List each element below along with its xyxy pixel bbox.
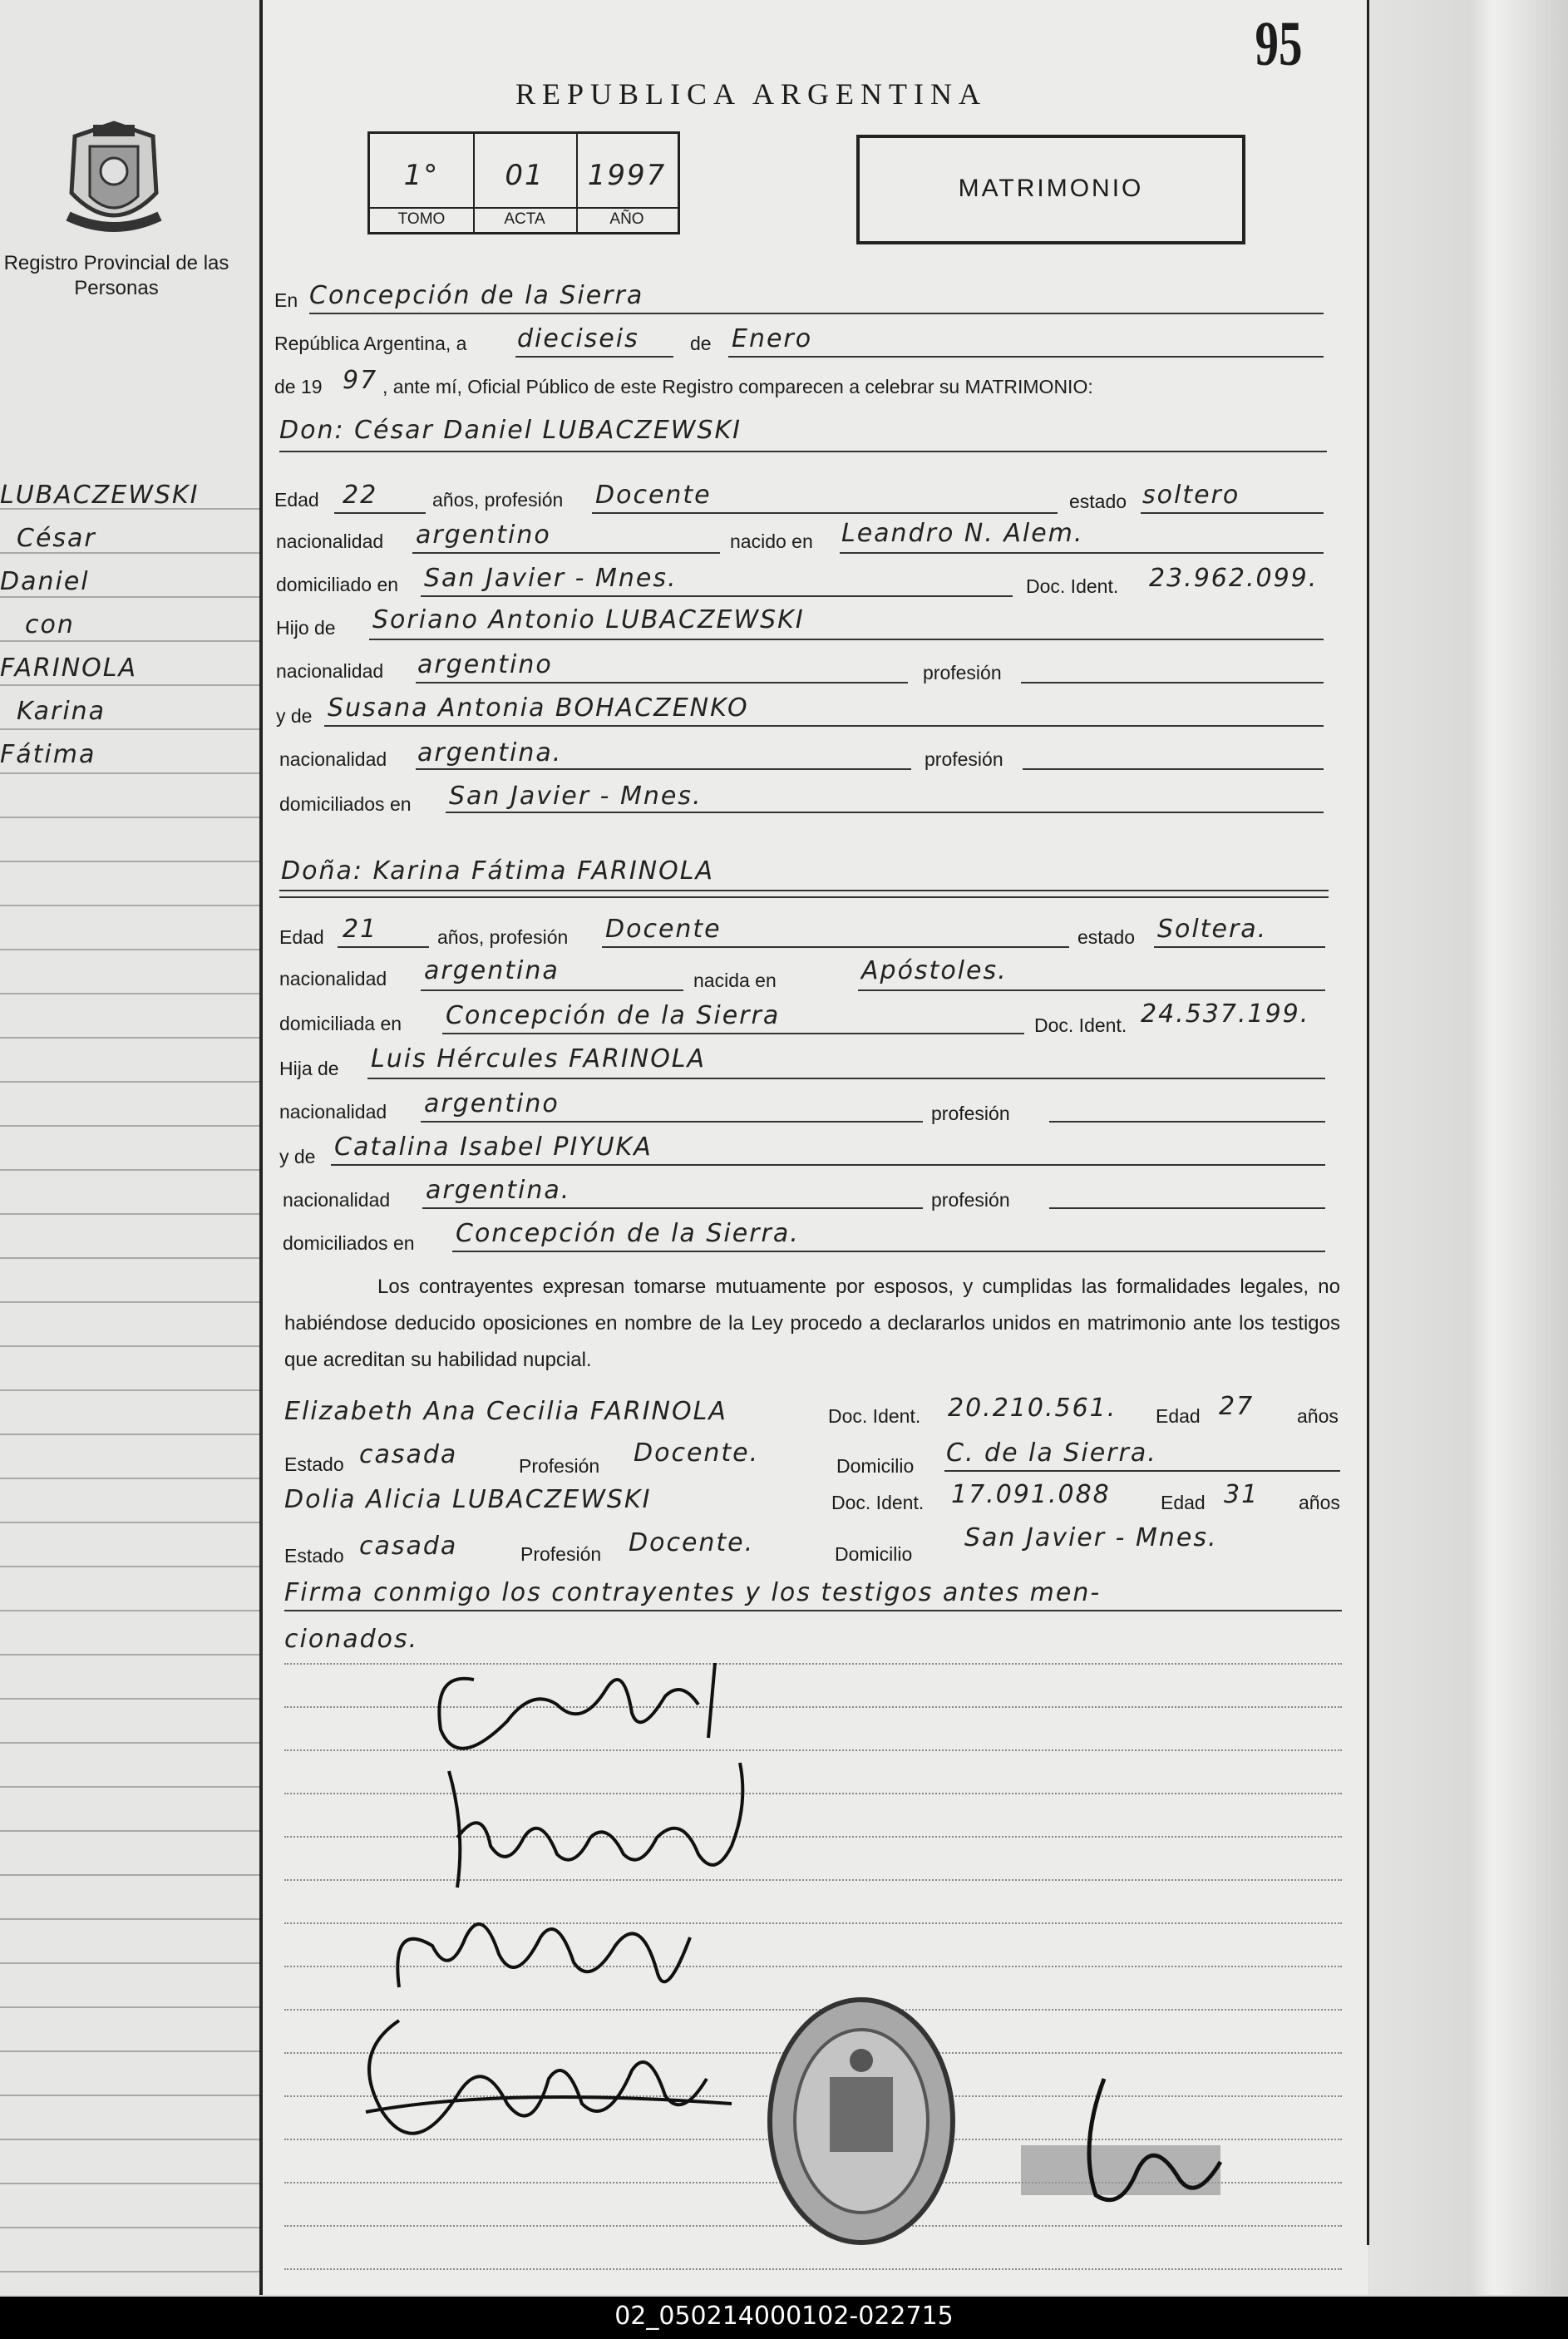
official-seal-stamp-icon: [763, 1994, 959, 2248]
field-line: [367, 1078, 1325, 1079]
witness-1-profession: Docente.: [634, 1438, 760, 1468]
field-line: [1021, 682, 1324, 683]
groom-address: San Javier - Mnes.: [424, 564, 678, 593]
declaration-text: Los contrayentes expresan tomarse mutuamente por esposos, y cumplidas las formalidades legales, no habiéndose deducido oposiciones en nombre de la Ley procedo a declararlos unidos en matrimonio ante los testigos que acreditan su habilidad nupcial.: [284, 1276, 1340, 1371]
bride-address: Concepción de la Sierra: [446, 1001, 781, 1030]
margin-note-line: Fátima: [0, 740, 96, 769]
ano-cell: [576, 134, 678, 232]
label-doc-ident: Doc. Ident.: [1034, 1014, 1127, 1036]
label-hija-de: Hija de: [279, 1058, 339, 1079]
label-profesion: profesión: [923, 662, 1002, 683]
groom-parents-address: San Javier - Mnes.: [449, 782, 703, 811]
label-anos-prof: años, profesión: [432, 489, 564, 511]
field-line: [324, 725, 1324, 727]
signature-bride: [432, 1754, 765, 1896]
margin-note-line: Karina: [17, 697, 106, 726]
label-edad: Edad: [274, 489, 319, 511]
tomo-value: 1°: [403, 159, 440, 192]
page-edge: [1369, 0, 1568, 2295]
groom-mother: Susana Antonia BOHACZENKO: [328, 693, 749, 723]
label-anos: años: [1299, 1492, 1340, 1513]
groom-doc: 23.962.099.: [1149, 564, 1319, 593]
label-y-de: y de: [279, 1146, 316, 1167]
groom-birthplace: Leandro N. Alem.: [841, 519, 1084, 548]
label-estado: Estado: [284, 1545, 344, 1567]
record-type-box: [856, 135, 1245, 244]
bride-age: 21: [343, 915, 378, 944]
label-anos: años: [1297, 1405, 1339, 1427]
witness-2-doc: 17.091.088: [951, 1480, 1111, 1509]
signature-witness-1: [382, 1887, 715, 2012]
field-line: [446, 812, 1324, 813]
bride-status: Soltera.: [1157, 915, 1268, 944]
label-domiciliado-en: domiciliado en: [276, 574, 399, 595]
field-line: [602, 946, 1069, 948]
field-line: [421, 595, 1013, 597]
label-estado: estado: [1069, 491, 1127, 512]
bride-profession: Docente: [605, 915, 722, 944]
closing-line-1: Firma conmigo los contrayentes y los testigos antes men-: [284, 1578, 1102, 1607]
year-value: 97: [343, 366, 378, 395]
groom-profession: Docente: [595, 481, 712, 510]
witness-2-name: Dolia Alicia LUBACZEWSKI: [284, 1485, 652, 1514]
witness-2-status: casada: [359, 1532, 458, 1561]
field-line: [515, 356, 673, 358]
label-profesion: profesión: [925, 748, 1003, 770]
label-doc-ident: Doc. Ident.: [831, 1492, 925, 1513]
ano-label: AÑO: [576, 207, 678, 229]
witness-2-profession: Docente.: [629, 1528, 755, 1557]
registry-name: Registro Provincial de las Personas: [3, 252, 229, 299]
bride-doc: 24.537.199.: [1141, 999, 1310, 1029]
bride-name: Doña: Karina Fátima FARINOLA: [281, 856, 714, 886]
label-estado: estado: [1077, 926, 1136, 948]
label-nacido-en: nacido en: [730, 530, 813, 552]
witness-2-age: 31: [1224, 1480, 1260, 1509]
margin-note-line: Daniel: [0, 567, 90, 596]
acta-label: ACTA: [473, 207, 576, 229]
witness-1-doc: 20.210.561.: [948, 1394, 1117, 1423]
label-estado: Estado: [284, 1453, 344, 1475]
record-type: MATRIMONIO: [958, 175, 1144, 202]
label-doc-ident: Doc. Ident.: [828, 1405, 921, 1427]
label-ante: , ante mí, Oficial Público de este Registro comparecen a celebrar su MATRIMONIO:: [382, 376, 1093, 397]
label-domicilio: Domicilio: [836, 1455, 915, 1477]
bride-father-nationality: argentino: [424, 1089, 560, 1118]
month-value: Enero: [732, 324, 813, 353]
closing-line-2: cionados.: [284, 1625, 419, 1654]
bride-mother: Catalina Isabel PIYUKA: [334, 1132, 653, 1162]
field-line: [421, 1121, 923, 1123]
label-doc-ident: Doc. Ident.: [1026, 575, 1119, 597]
field-line: [416, 682, 908, 683]
field-line: [334, 512, 426, 514]
field-line: [442, 1033, 1024, 1034]
label-domiciliados-en: domiciliados en: [279, 793, 412, 815]
label-nacionalidad: nacionalidad: [283, 1189, 391, 1211]
signature-witness-2: [333, 2004, 765, 2179]
field-line: [1154, 946, 1325, 948]
groom-name: Don: César Daniel LUBACZEWSKI: [279, 416, 742, 445]
field-line: [369, 639, 1324, 640]
field-line: [452, 1251, 1325, 1252]
witness-1-name: Elizabeth Ana Cecilia FARINOLA: [284, 1397, 727, 1426]
label-nacionalidad: nacionalidad: [276, 530, 384, 552]
label-profesion: Profesión: [520, 1543, 602, 1565]
groom-status: soltero: [1142, 481, 1240, 510]
tomo-cell: [370, 134, 475, 232]
bride-parents-address: Concepción de la Sierra.: [456, 1219, 800, 1248]
ano-value: 1997: [587, 159, 667, 192]
field-line: [840, 552, 1324, 554]
groom-father: Soriano Antonio LUBACZEWSKI: [372, 605, 805, 634]
margin-note-line: con: [25, 610, 75, 639]
label-nacida-en: nacida en: [693, 970, 777, 991]
field-line: [416, 768, 911, 770]
label-edad: Edad: [1161, 1492, 1206, 1513]
field-line: [279, 451, 1327, 452]
margin-note-line: FARINOLA: [0, 654, 138, 683]
groom-mother-nationality: argentina.: [417, 738, 563, 767]
tomo-label: TOMO: [370, 207, 473, 229]
ruled-line: [284, 2268, 1342, 2270]
field-line: [1049, 1207, 1325, 1209]
margin-column: [0, 0, 259, 2295]
groom-age: 22: [343, 481, 378, 510]
witness-2-address: San Javier - Mnes.: [964, 1523, 1218, 1552]
field-line: [421, 989, 683, 991]
label-nacionalidad: nacionalidad: [279, 748, 387, 770]
bride-father: Luis Hércules FARINOLA: [371, 1044, 707, 1073]
label-nacionalidad: nacionalidad: [279, 968, 387, 989]
label-en: En: [274, 289, 298, 311]
witness-1-status: casada: [359, 1440, 458, 1469]
field-line: [279, 896, 1329, 898]
field-line: [1049, 1121, 1325, 1123]
province-seal-icon: [52, 116, 176, 241]
field-line: [309, 313, 1324, 314]
groom-nationality: argentino: [416, 521, 551, 550]
officer-signature-stamp: [1013, 2070, 1245, 2220]
acta-value: 01: [505, 159, 545, 192]
field-line: [944, 1470, 1340, 1472]
field-line: [1023, 768, 1324, 770]
label-edad: Edad: [279, 926, 324, 948]
field-line: [592, 512, 1058, 514]
label-nacionalidad: nacionalidad: [279, 1101, 387, 1123]
day-value: dieciseis: [517, 324, 639, 353]
bride-birthplace: Apóstoles.: [861, 956, 1008, 985]
field-line: [728, 356, 1324, 358]
margin-note-line: César: [17, 524, 96, 553]
page-number: 95: [1255, 9, 1303, 79]
label-profesion: profesión: [931, 1189, 1010, 1211]
field-line: [1141, 512, 1324, 514]
footer-id: 02_050214000102-022715: [614, 2302, 954, 2331]
label-profesion: Profesión: [519, 1455, 600, 1477]
field-line: [331, 1164, 1325, 1166]
witness-1-address: C. de la Sierra.: [946, 1438, 1157, 1468]
field-line: [858, 989, 1325, 991]
acta-cell: [473, 134, 578, 232]
field-line: [279, 890, 1329, 891]
field-line: [422, 1207, 923, 1209]
label-y-de: y de: [276, 705, 313, 727]
label-anos-prof: años, profesión: [437, 926, 569, 948]
margin-note-line: LUBACZEWSKI: [0, 481, 200, 510]
record-reference-box: [367, 131, 680, 234]
place-value: Concepción de la Sierra: [309, 281, 644, 310]
label-domiciliada-en: domiciliada en: [279, 1013, 402, 1034]
country-title: REPUBLICA ARGENTINA: [515, 77, 988, 111]
label-de19: de 19: [274, 376, 323, 397]
label-de: de: [690, 333, 712, 354]
label-republica: República Argentina, a: [274, 333, 467, 354]
groom-father-nationality: argentino: [417, 650, 553, 679]
label-nacionalidad: nacionalidad: [276, 660, 384, 682]
label-domicilio: Domicilio: [835, 1543, 913, 1565]
label-profesion: profesión: [931, 1103, 1010, 1124]
label-domiciliados-en: domiciliados en: [283, 1232, 415, 1254]
label-hijo-de: Hijo de: [276, 617, 336, 639]
field-line: [412, 552, 720, 554]
field-line: [284, 1610, 1342, 1611]
field-line: [338, 946, 429, 948]
bride-nationality: argentina: [424, 956, 560, 985]
witness-1-age: 27: [1219, 1392, 1255, 1421]
bride-mother-nationality: argentina.: [426, 1176, 571, 1205]
label-edad: Edad: [1156, 1405, 1201, 1427]
